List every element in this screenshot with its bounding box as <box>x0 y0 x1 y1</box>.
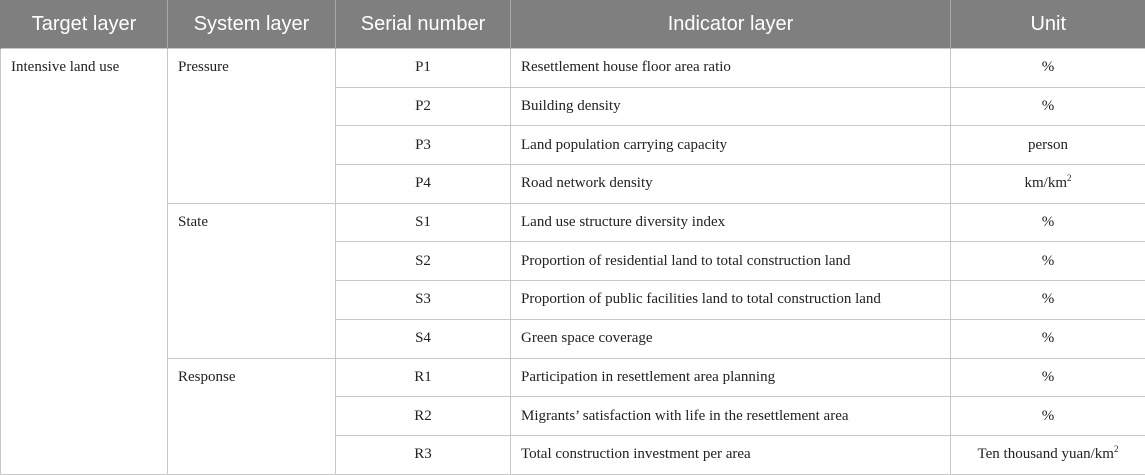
target-layer-cell: Intensive land use <box>1 49 168 475</box>
table-row <box>1 203 1145 242</box>
serial-cell: R2 <box>336 397 511 436</box>
unit-cell <box>951 435 1145 474</box>
unit-superscript: 2 <box>1067 173 1072 183</box>
header-target-layer: Target layer <box>1 0 168 49</box>
serial-cell: S2 <box>336 242 511 281</box>
serial-cell: P2 <box>336 87 511 126</box>
unit-text: Ten thousand yuan/km <box>978 446 1114 462</box>
serial-cell: S4 <box>336 319 511 358</box>
indicator-cell: Land use structure diversity index <box>511 203 951 242</box>
unit-cell: % <box>951 242 1145 281</box>
indicator-cell: Resettlement house floor area ratio <box>511 49 951 88</box>
unit-cell: % <box>951 358 1145 397</box>
indicator-cell: Proportion of public facilities land to total construction land <box>511 281 951 320</box>
header-system-layer: System layer <box>168 0 336 49</box>
indicator-cell: Participation in resettlement area planning <box>511 358 951 397</box>
unit-superscript: 2 <box>1114 444 1119 454</box>
table-row <box>1 49 1145 88</box>
unit-cell: % <box>951 319 1145 358</box>
serial-cell: P1 <box>336 49 511 88</box>
unit-cell: % <box>951 397 1145 436</box>
header-row <box>1 0 1145 49</box>
unit-cell <box>951 165 1145 204</box>
header-serial-number: Serial number <box>336 0 511 49</box>
serial-cell: S1 <box>336 203 511 242</box>
unit-cell: % <box>951 203 1145 242</box>
indicator-cell: Green space coverage <box>511 319 951 358</box>
unit-cell: person <box>951 126 1145 165</box>
serial-cell: R1 <box>336 358 511 397</box>
system-layer-cell: Response <box>168 358 336 474</box>
header-unit: Unit <box>951 0 1145 49</box>
indicator-cell: Total construction investment per area <box>511 435 951 474</box>
table-row <box>1 358 1145 397</box>
indicator-cell: Building density <box>511 87 951 126</box>
system-layer-cell: State <box>168 203 336 358</box>
indicator-cell: Proportion of residential land to total construction land <box>511 242 951 281</box>
serial-cell: S3 <box>336 281 511 320</box>
unit-cell: % <box>951 49 1145 88</box>
indicator-cell: Land population carrying capacity <box>511 126 951 165</box>
unit-text: km/km <box>1024 175 1067 191</box>
unit-cell: % <box>951 87 1145 126</box>
indicator-cell: Migrants’ satisfaction with life in the resettlement area <box>511 397 951 436</box>
serial-cell: P4 <box>336 165 511 204</box>
unit-cell: % <box>951 281 1145 320</box>
serial-cell: P3 <box>336 126 511 165</box>
header-indicator-layer: Indicator layer <box>511 0 951 49</box>
system-layer-cell: Pressure <box>168 49 336 204</box>
serial-cell: R3 <box>336 435 511 474</box>
indicator-cell: Road network density <box>511 165 951 204</box>
